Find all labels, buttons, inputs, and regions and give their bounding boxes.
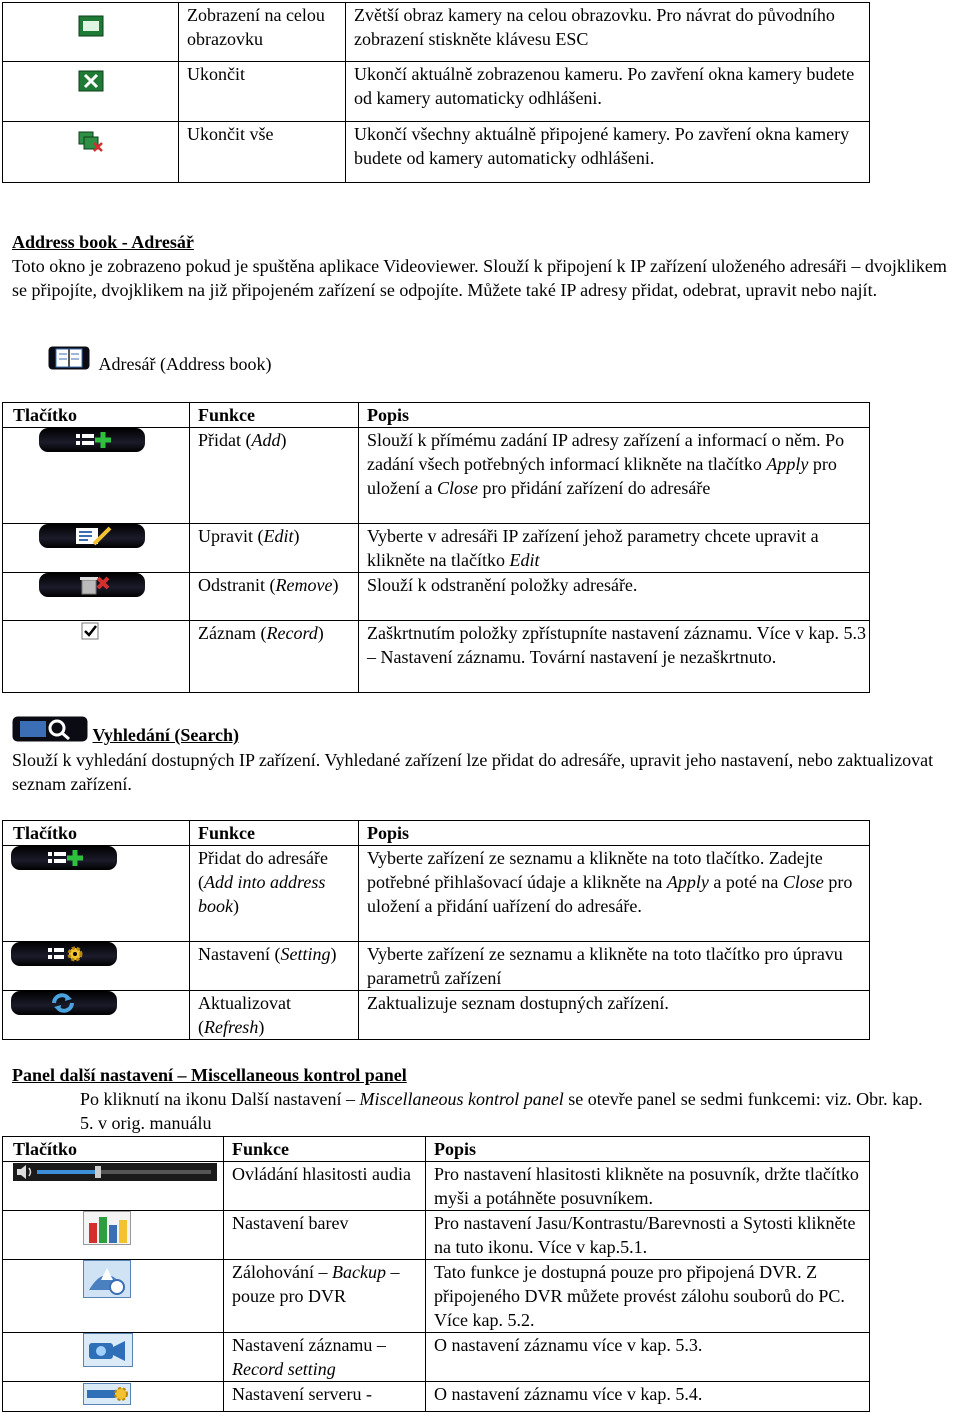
header-function: Funkce [224,1137,426,1162]
description-cell: Zaškrtnutím položky zpřístupníte nastavení záznamu. Více v kap. 5.3 – Nastavení záznamu. Tovární nastavení je nezaškrtnuto. [359,621,870,693]
misc-table [2,1136,870,1412]
table-row [3,991,870,1040]
description-cell: Slouží k přímému zadání IP adresy zařízení a informací o něm. Po zadání všech potřebných informací klikněte na tlačítko Apply pro uložení a Close pro přidání zařízení do adresáře [359,428,870,524]
address-table [2,402,870,693]
function-cell: Ovládání hlasitosti audia [224,1162,426,1211]
volume-slider-icon [13,1163,217,1181]
add-icon [74,430,114,450]
description-cell: Pro nastavení Jasu/Kontrastu/Barevnosti a Sytosti klikněte na tuto ikonu. Více v kap.5.1. [426,1211,870,1260]
description-cell: Tato funkce je dostupná pouze pro připojená DVR. Z připojeného DVR můžete provést zálohu souborů do PC. Více kap. 5.2. [426,1260,870,1333]
misc-heading: Panel další nastavení – Miscellaneous kontrol panel [12,1065,407,1085]
icon-cell [3,428,190,524]
function-cell: Odstranit (Remove) [190,573,359,621]
icon-cell [3,1211,224,1260]
icon-cell [3,3,179,62]
function-cell: Nastavení záznamu – Record setting [224,1333,426,1382]
header-button: Tlačítko [3,403,190,428]
icon-cell [3,991,190,1040]
table-row [3,1260,870,1333]
gear-icon [46,944,86,964]
add-button-image [39,428,145,452]
function-cell: Nastavení serveru - [224,1382,426,1412]
table-header-row [3,821,870,846]
function-cell: Ukončit vše [179,122,346,183]
description-cell: Zvětší obraz kamery na celou obrazovku. Pro návrat do původního zobrazení stiskněte klávesu ESC [346,3,870,62]
table-row [3,621,870,693]
header-button: Tlačítko [3,821,190,846]
table-row [3,573,870,621]
icon-cell [3,942,190,991]
search-caption: Vyhledání (Search) [12,716,239,742]
description-cell: Ukončí aktuálně zobrazenou kameru. Po zavření okna kamery budete od kamery automaticky odhlášeni. [346,62,870,122]
address-heading: Address book - Adresář [12,232,194,252]
search-body: Slouží k vyhledání dostupných IP zařízení. Vyhledané zařízení lze přidat do adresáře, upravit jeho nastavení, nebo zaktualizovat seznam zařízení. [12,750,934,794]
backup-icon [83,1260,131,1298]
table-header-row [3,1137,870,1162]
function-cell: Upravit (Edit) [190,524,359,573]
table-row [3,1333,870,1382]
top-table [2,2,870,183]
icon-cell [3,1260,224,1333]
description-cell: Vyberte zařízení ze seznamu a klikněte na toto tlačítko. Zadejte potřebné přihlašovací údaje a klikněte na Apply a poté na Close pro uložení a přidání uařízení do adresáře. [359,846,870,942]
address-book-caption: Adresář (Address book) [48,346,271,370]
icon-cell [3,1333,224,1382]
function-cell: Přidat (Add) [190,428,359,524]
function-cell: Přidat do adresáře (Add into address book) [190,846,359,942]
description-cell: O nastavení záznamu více v kap. 5.3. [426,1333,870,1382]
icon-cell [3,846,190,942]
description-cell: Slouží k odstranění položky adresáře. [359,573,870,621]
table-row [3,1162,870,1211]
remove-button-image [39,573,145,597]
checkbox-icon [81,622,103,640]
add-into-address-book-button-image [11,846,117,870]
header-description: Popis [359,821,870,846]
icon-cell [3,621,190,693]
trash-icon [74,575,114,595]
description-cell: Zaktualizuje seznam dostupných zařízení. [359,991,870,1040]
icon-cell [3,62,179,122]
table-row [3,3,870,62]
header-description: Popis [426,1137,870,1162]
function-cell: Nastavení barev [224,1211,426,1260]
header-function: Funkce [190,403,359,428]
header-button: Tlačítko [3,1137,224,1162]
description-cell: Pro nastavení hlasitosti klikněte na posuvník, držte tlačítko myši a potáhněte posuvníkem. [426,1162,870,1211]
description-cell: O nastavení záznamu více v kap. 5.4. [426,1382,870,1412]
close-all-icon [77,130,105,154]
icon-cell [3,122,179,183]
table-row [3,524,870,573]
function-cell: Aktualizovat (Refresh) [190,991,359,1040]
search-table [2,820,870,1040]
record-setting-icon [83,1333,133,1367]
edit-icon [74,526,114,546]
header-function: Funkce [190,821,359,846]
address-body: Toto okno je zobrazeno pokud je spuštěna aplikace Videoviewer. Slouží k připojení k IP zařízení uloženého adresáři – dvojklikem se připojíte, dvojklikem na již připojeném zařízení se odpojíte. Můžete také IP adresy přidat, odebrat, upravit nebo najít. [12,256,947,300]
table-row [3,428,870,524]
misc-intro: Po kliknutí na ikonu Další nastavení – Miscellaneous kontrol panel se otevře panel se sedmi funkcemi: viz. Obr. kap. 5. v orig. manuálu [80,1089,923,1133]
refresh-button-image [11,991,117,1015]
description-cell: Ukončí všechny aktuálně připojené kamery. Po zavření okna kamery budete od kamery automaticky odhlášeni. [346,122,870,183]
fullscreen-icon [78,15,104,37]
icon-cell [3,573,190,621]
header-description: Popis [359,403,870,428]
add-icon [46,848,86,868]
search-icon [12,716,88,742]
function-cell: Zobrazení na celou obrazovku [179,3,346,62]
table-row [3,122,870,183]
table-header-row [3,403,870,428]
table-row [3,62,870,122]
edit-button-image [39,524,145,548]
description-cell: Vyberte v adresáři IP zařízení jehož parametry chcete upravit a klikněte na tlačítko Edit [359,524,870,573]
close-camera-icon [78,70,104,92]
setting-button-image [11,942,117,966]
table-row [3,1382,870,1412]
function-cell: Nastavení (Setting) [190,942,359,991]
icon-cell [3,1382,224,1412]
icon-cell [3,1162,224,1211]
table-row [3,942,870,991]
table-row [3,1211,870,1260]
address-book-icon [48,346,90,370]
server-setting-icon [83,1383,131,1405]
function-cell: Zálohování – Backup – pouze pro DVR [224,1260,426,1333]
table-row [3,846,870,942]
function-cell: Záznam (Record) [190,621,359,693]
function-cell: Ukončit [179,62,346,122]
description-cell: Vyberte zařízení ze seznamu a klikněte na toto tlačítko pro úpravu parametrů zařízení [359,942,870,991]
icon-cell [3,524,190,573]
refresh-icon [46,993,86,1013]
color-bars-icon [83,1211,131,1245]
